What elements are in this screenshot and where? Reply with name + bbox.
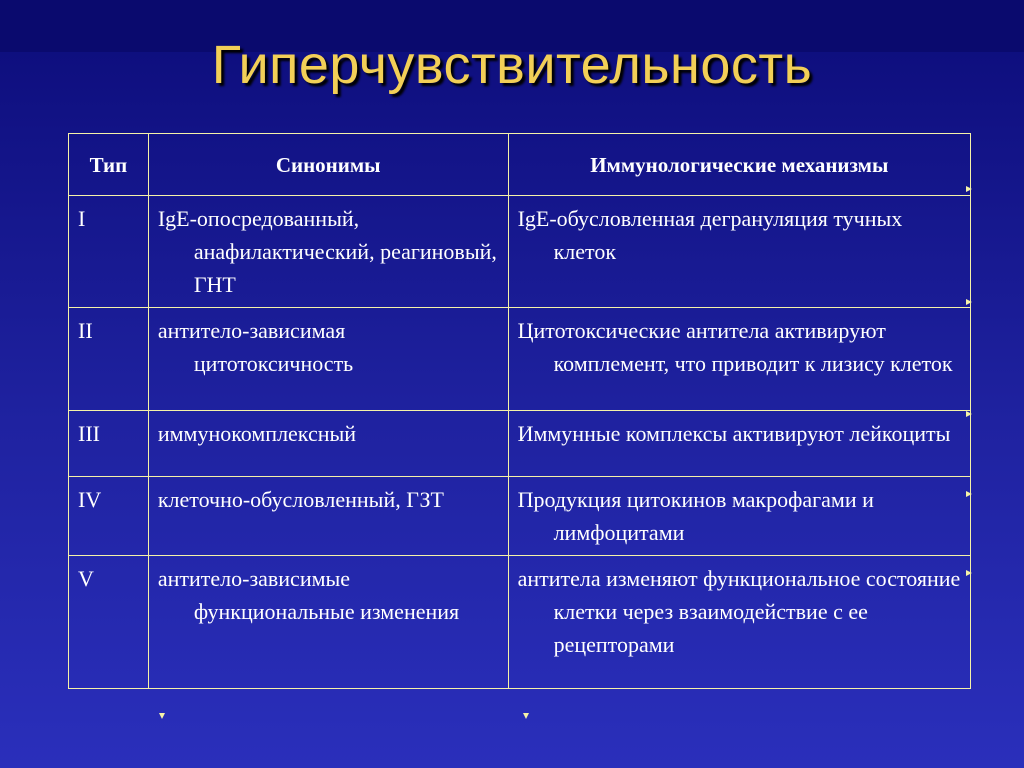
- cell-type: IV: [69, 477, 149, 556]
- cell-synonyms-text: IgE-опосредованный, анафилактический, реагиновый, ГНТ: [157, 206, 497, 297]
- column-border-arrow: [159, 713, 165, 719]
- cell-type: I: [69, 196, 149, 308]
- header-mechanisms: Иммунологические механизмы: [508, 134, 970, 196]
- cell-synonyms-text: антитело-зависимая цитотоксичность: [157, 318, 354, 376]
- cell-mechanisms: [508, 477, 970, 556]
- row-border-arrow: [966, 570, 972, 576]
- cell-type: II: [69, 308, 149, 411]
- table-row: [69, 308, 971, 411]
- cell-mechanisms-text: Цитотоксические антитела активируют комплемент, что приводит к лизису клеток: [517, 318, 953, 376]
- cell-mechanisms-text: антитела изменяют функциональное состояние клетки через взаимодействие с ее рецепторами: [517, 566, 961, 657]
- table-row: [69, 411, 971, 477]
- cell-synonyms-text: антитело-зависимые функциональные изменения: [157, 566, 460, 624]
- row-border-arrow: [966, 411, 972, 417]
- slide-title: Гиперчувствительность: [211, 35, 813, 95]
- header-type: Тип: [69, 134, 149, 196]
- table-row: [69, 196, 971, 308]
- hypersensitivity-table: [68, 133, 971, 689]
- cell-type: III: [69, 411, 149, 477]
- cell-mechanisms: [508, 556, 970, 689]
- cell-synonyms: [148, 196, 508, 308]
- row-border-arrow: [966, 186, 972, 192]
- cell-mechanisms-text: Продукция цитокинов макрофагами и лимфоцитами: [517, 487, 874, 545]
- cell-mechanisms-text: IgE-обусловленная дегрануляция тучных клеток: [517, 206, 903, 264]
- cell-mechanisms: [508, 308, 970, 411]
- table-row: [69, 477, 971, 556]
- cell-synonyms: [148, 411, 508, 477]
- cell-synonyms-text: клеточно-обусловленный, ГЗТ: [157, 487, 444, 512]
- cell-mechanisms: [508, 411, 970, 477]
- header-synonyms: Синонимы: [148, 134, 508, 196]
- cell-type: V: [69, 556, 149, 689]
- cell-synonyms: [148, 556, 508, 689]
- cell-mechanisms-text: Иммунные комплексы активируют лейкоциты: [517, 421, 951, 446]
- table-header-row: [69, 134, 971, 196]
- cell-synonyms-text: иммунокомплексный: [157, 421, 357, 446]
- column-border-arrow: [523, 713, 529, 719]
- row-border-arrow: [966, 299, 972, 305]
- cell-synonyms: [148, 308, 508, 411]
- cell-mechanisms: [508, 196, 970, 308]
- row-border-arrow: [966, 491, 972, 497]
- cell-synonyms: [148, 477, 508, 556]
- table-row: [69, 556, 971, 689]
